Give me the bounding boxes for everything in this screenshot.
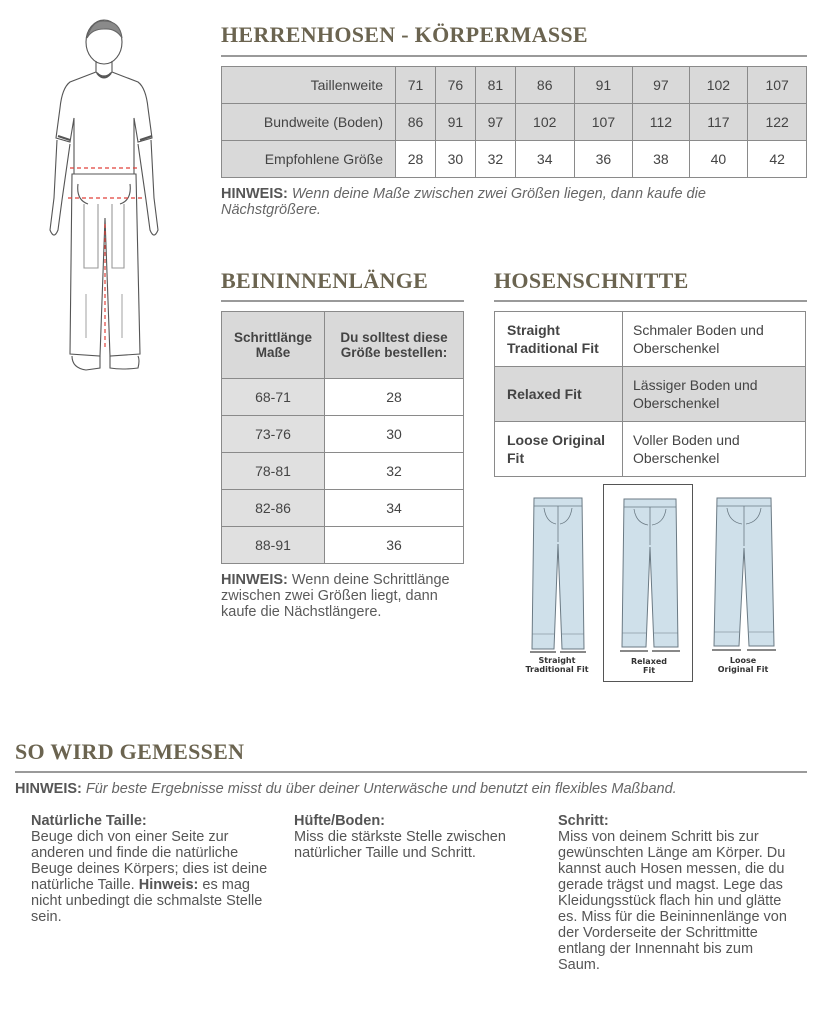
table-cell: 40 xyxy=(689,141,748,178)
pant-label-line2: Original Fit xyxy=(717,665,769,674)
table-cell: 107 xyxy=(574,104,633,141)
pant-label-line1: Loose xyxy=(729,656,757,665)
note-text: Für beste Ergebnisse misst du über deiner Unterwäsche und benutzt ein flexibles Maßband. xyxy=(81,781,677,797)
table-cell: 78-81 xyxy=(222,453,325,490)
table-row xyxy=(495,367,806,422)
waist-title: Natürliche Taille: xyxy=(31,813,147,829)
table-cell: 107 xyxy=(748,67,807,104)
table-cell: 117 xyxy=(689,104,748,141)
table-row xyxy=(222,527,464,564)
title-divider xyxy=(221,55,807,57)
table-cell: 73-76 xyxy=(222,416,325,453)
note-label: HINWEIS: xyxy=(15,781,82,797)
table-cell: 42 xyxy=(748,141,807,178)
pant-label-line1: Straight xyxy=(538,656,576,665)
fit-description: Lässiger Boden und Oberschenkel xyxy=(623,367,806,422)
hip-instructions xyxy=(294,813,544,861)
size-note xyxy=(221,186,781,218)
note-text: Wenn deine Maße zwischen zwei Größen liegen, dann kaufe die Nächstgrößere. xyxy=(221,186,706,218)
fits-divider xyxy=(494,300,807,302)
fit-name: Relaxed Fit xyxy=(495,367,623,422)
fit-illustrations xyxy=(512,484,802,684)
table-cell: 86 xyxy=(515,67,574,104)
table-cell: 102 xyxy=(515,104,574,141)
fit-table xyxy=(494,311,806,477)
measure-note xyxy=(15,781,805,797)
fit-description: Schmaler Boden und Oberschenkel xyxy=(623,312,806,367)
table-cell: 122 xyxy=(748,104,807,141)
pant-label xyxy=(512,656,602,674)
table-cell: 32 xyxy=(325,453,464,490)
page-title: HERRENHOSEN - KÖRPERMASSE xyxy=(221,22,588,47)
table-cell: 36 xyxy=(325,527,464,564)
table-cell: 71 xyxy=(396,67,436,104)
waist-hint-label: Hinweis: xyxy=(138,877,199,893)
measure-divider xyxy=(15,771,807,773)
column-header: Schrittlänge Maße xyxy=(222,312,325,379)
hip-title: Hüfte/Boden: xyxy=(294,813,386,829)
note-text: Wenn deine Schrittlänge zwischen zwei Größen liegt, dann kaufe die Nächstlängere. xyxy=(221,572,450,620)
inseam-instr-text: Miss von deinem Schritt bis zur gewünschten Länge am Körper. Du kannst auch Hosen messen, die du gerade trägst und magst. Lege das Kleidungsstück flach hin und glätte es. Miss für die Beininnenlänge von der Vorderseite der Schrittmitte entlang der Innennaht bis zum Saum. xyxy=(558,829,787,973)
table-row xyxy=(222,490,464,527)
hip-text: Miss die stärkste Stelle zwischen natürlicher Taille und Schritt. xyxy=(294,829,506,861)
inseam-table xyxy=(221,311,464,564)
table-cell: 81 xyxy=(475,67,515,104)
table-cell: 76 xyxy=(435,67,475,104)
table-cell: 68-71 xyxy=(222,379,325,416)
loose-fit-illustration xyxy=(698,484,788,682)
table-cell: 91 xyxy=(574,67,633,104)
inseam-instr-title: Schritt: xyxy=(558,813,609,829)
table-cell: 36 xyxy=(574,141,633,178)
table-cell: 82-86 xyxy=(222,490,325,527)
table-cell: 28 xyxy=(396,141,436,178)
column-header: Du solltest diese Größe bestellen: xyxy=(325,312,464,379)
size-table xyxy=(221,66,807,178)
table-cell: 91 xyxy=(435,104,475,141)
table-cell: 88-91 xyxy=(222,527,325,564)
table-cell: 97 xyxy=(475,104,515,141)
pant-label-line2: Traditional Fit xyxy=(525,665,589,674)
table-cell: 32 xyxy=(475,141,515,178)
measure-title: SO WIRD GEMESSEN xyxy=(15,739,245,764)
table-header-row xyxy=(222,312,464,379)
table-cell: 86 xyxy=(396,104,436,141)
row-label: Taillenweite xyxy=(222,67,396,104)
table-row xyxy=(495,422,806,477)
table-row xyxy=(495,312,806,367)
pant-label xyxy=(604,657,694,675)
body-figure-illustration xyxy=(42,18,172,378)
waist-instructions xyxy=(31,813,271,925)
inseam-divider xyxy=(221,300,464,302)
fits-title: HOSENSCHNITTE xyxy=(494,268,689,293)
table-cell: 102 xyxy=(689,67,748,104)
waist-hint-text: es mag nicht unbedingt die schmalste Stelle sein. xyxy=(31,877,263,925)
table-row xyxy=(222,416,464,453)
inseam-title: BEININNENLÄNGE xyxy=(221,268,429,293)
table-row xyxy=(222,104,807,141)
fit-description: Voller Boden und Oberschenkel xyxy=(623,422,806,477)
pant-label-line2: Fit xyxy=(642,666,656,675)
pant-label-line1: Relaxed xyxy=(630,657,668,666)
table-row xyxy=(222,379,464,416)
row-label: Bundweite (Boden) xyxy=(222,104,396,141)
table-cell: 34 xyxy=(325,490,464,527)
table-cell: 97 xyxy=(633,67,689,104)
inseam-note xyxy=(221,572,451,620)
table-cell: 34 xyxy=(515,141,574,178)
straight-fit-illustration xyxy=(512,484,602,682)
fit-name: Straight Traditional Fit xyxy=(495,312,623,367)
table-cell: 38 xyxy=(633,141,689,178)
relaxed-fit-illustration xyxy=(603,484,693,682)
inseam-instructions xyxy=(558,813,798,973)
fit-name: Loose Original Fit xyxy=(495,422,623,477)
table-cell: 30 xyxy=(435,141,475,178)
table-cell: 30 xyxy=(325,416,464,453)
row-label: Empfohlene Größe xyxy=(222,141,396,178)
table-cell: 112 xyxy=(633,104,689,141)
pant-label xyxy=(698,656,788,674)
table-cell: 28 xyxy=(325,379,464,416)
table-row xyxy=(222,67,807,104)
waist-text: Beuge dich von einer Seite zur anderen und finde die natürliche Beuge deines Körpers; dies ist deine natürliche Taille. xyxy=(31,829,268,893)
note-label: HINWEIS: xyxy=(221,186,288,202)
table-row xyxy=(222,453,464,490)
note-label: HINWEIS: xyxy=(221,572,288,588)
table-row xyxy=(222,141,807,178)
